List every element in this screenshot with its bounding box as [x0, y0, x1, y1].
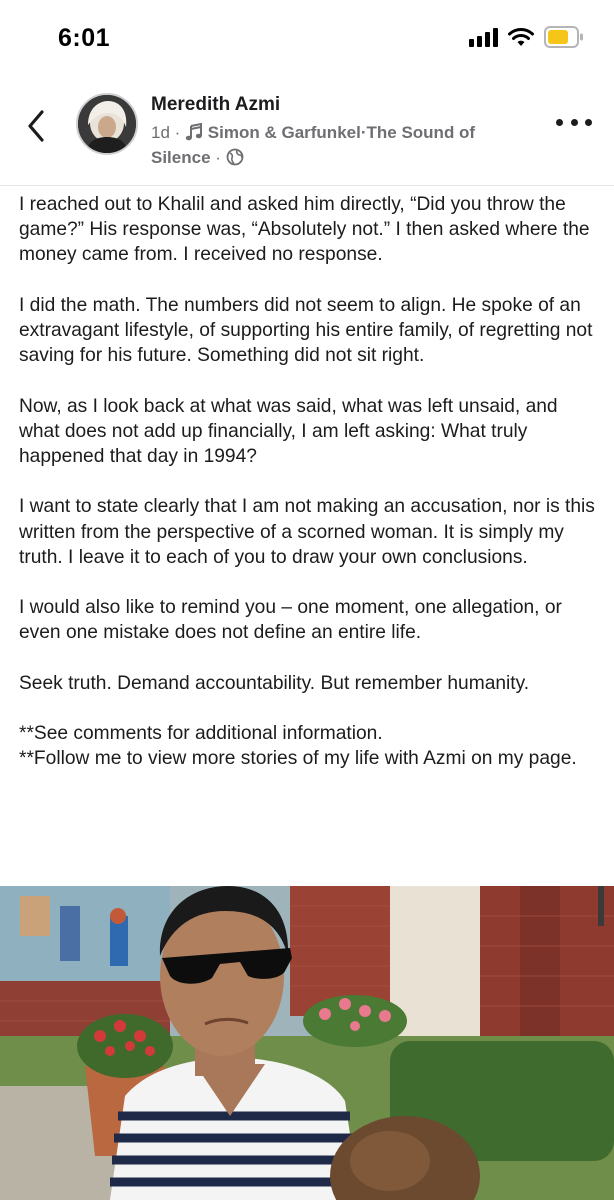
post-photo[interactable] — [0, 886, 614, 1200]
status-icons — [469, 26, 584, 48]
post-paragraph: I did the math. The numbers did not seem to align. He spoke of an extravagant lifestyle, of supporting his entire family, of regretting not saving for his future. Something did not sit right. — [19, 294, 593, 367]
avatar[interactable] — [76, 93, 138, 155]
back-button[interactable] — [22, 106, 52, 146]
battery-icon — [544, 26, 584, 48]
status-time: 6:01 — [58, 24, 111, 52]
song-title-part1[interactable]: The Sound of — [366, 123, 476, 142]
globe-icon — [226, 148, 244, 166]
post-paragraph: I reached out to Khalil and asked him directly, “Did you throw the game?” His response was, “Absolutely not.” I then asked where the money came from. I received no response. — [19, 194, 590, 266]
more-dot — [571, 119, 578, 126]
meta-separator-2: · — [215, 148, 221, 167]
post-meta — [151, 120, 531, 170]
song-title-part2[interactable]: Silence — [151, 148, 211, 167]
more-dot — [585, 119, 592, 126]
photo-illustration — [0, 886, 614, 1200]
post-time-ago: 1d — [151, 123, 170, 142]
post-note: **Follow me to view more stories of my life with Azmi on my page. — [19, 748, 577, 770]
wifi-icon — [508, 27, 534, 47]
post-header — [0, 80, 614, 186]
post-body — [19, 192, 599, 772]
more-options-button[interactable] — [556, 110, 592, 134]
song-artist[interactable]: Simon & Garfunkel — [207, 123, 361, 142]
post-paragraph: Seek truth. Demand accountability. But remember humanity. — [19, 672, 530, 694]
meta-separator: · — [174, 123, 181, 142]
more-dot — [556, 119, 563, 126]
chevron-left-icon — [22, 106, 52, 146]
cellular-signal-icon — [469, 27, 498, 47]
song-separator: · — [360, 123, 367, 142]
post-paragraph: I want to state clearly that I am not making an accusation, nor is this written from the perspective of a scorned woman. It is simply my truth. I leave it to each of you to draw your own conclusions. — [19, 496, 595, 568]
post-paragraph: Now, as I look back at what was said, what was left unsaid, and what does not add up financially, I am left asking: What truly happened that day in 1994? — [19, 395, 558, 467]
author-name[interactable]: Meredith Azmi — [151, 94, 281, 115]
status-bar — [0, 0, 614, 80]
post-note: **See comments for additional information. — [19, 723, 383, 745]
music-note-icon — [185, 123, 203, 141]
post-paragraph: I would also like to remind you – one moment, one allegation, or even one mistake does not define an entire life. — [19, 597, 562, 644]
